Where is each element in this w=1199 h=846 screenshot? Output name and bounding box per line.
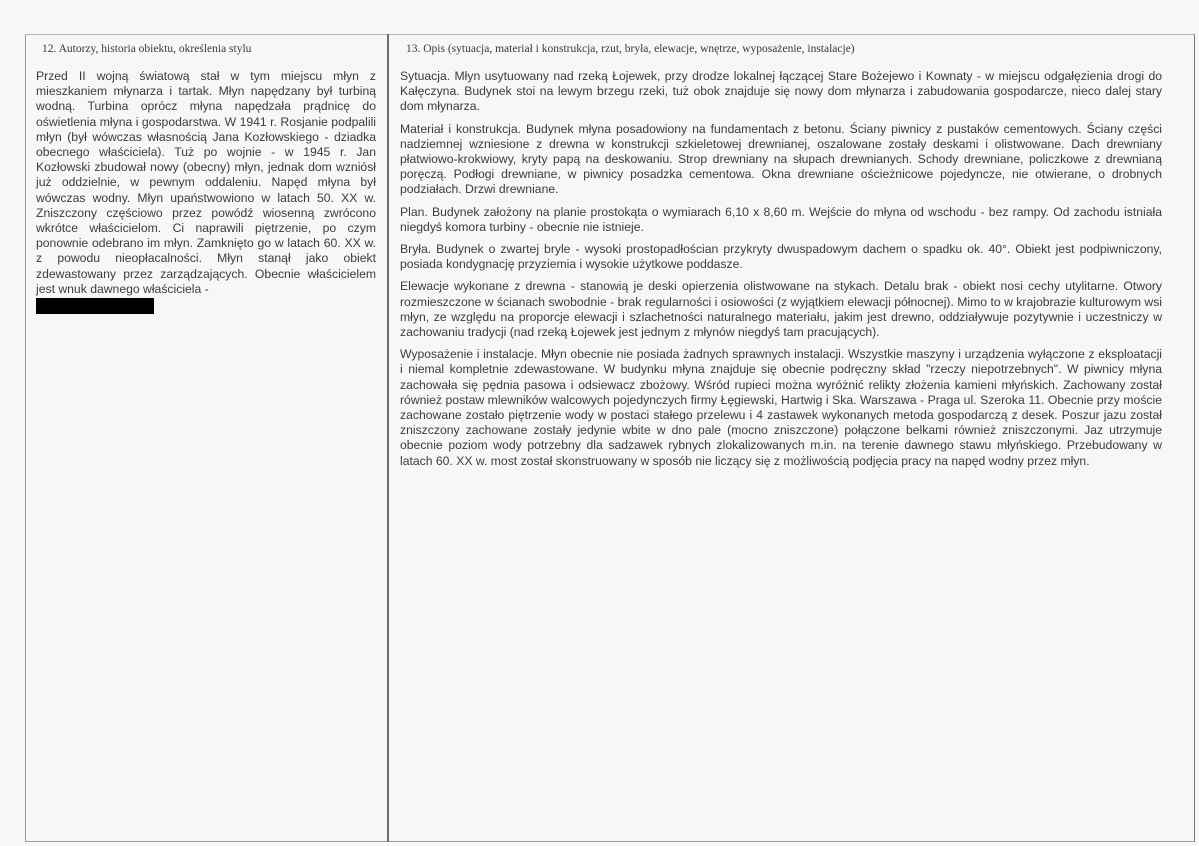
paragraph-equipment: Wyposażenie i instalacje. Młyn obecnie nie posiada żadnych sprawnych instalacji. Wszystkie maszyny i urządzenia wyłączone z eksploatacji i niemal kompletnie zdewastowane. W budynku młyna znajduje się obecnie podręczny skład "rzeczy niepotrzebnych". W piwnicy młyna zachowała się pędnia pasowa i odsiewacz zbożowy. Wśród rupieci można wyróżnić relikty złożenia kamieni młyńskich. Zachowany został również postaw mlewników walcowych pojedynczych firmy Łęgiewski, Hartwig i Ska. Warszawa - Praga ul. Szeroka 11. Obecnie przy moście zachowane zostało piętrzenie wody w postaci stałego przelewu i 4 zastawek wykonanych metoda gospodarczą z desek. Poszur jazu został zniszczony zachowane zostały jedynie wbite w dno pale (mocno zniszczone) połączone belkami również zniszczonymi. Jaz utrzymuje obecnie poziom wody potrzebny dla sadzawek rybnych zlokalizowanych m.in. na terenie dawnego stawu młyńskiego. Przebudowany w latach 60. XX w. most został skonstruowany w sposób nie liczący się z możliwością podjęcia pracy na napęd wodny przez młyn. <box>400 347 1162 468</box>
paragraph-plan: Plan. Budynek założony na planie prostokąta o wymiarach 6,10 x 8,60 m. Wejście do młyna od wschodu - bez rampy. Od zachodu istniała niegdyś komora turbiny - obecnie nie istnieje. <box>400 204 1162 234</box>
column-divider <box>387 34 389 842</box>
paragraph-situation: Sytuacja. Młyn usytuowany nad rzeką Łojewek, przy drodze lokalnej łączącej Stare Bożejewo i Kownaty - w miejscu odgałęzienia drogi do Kałęczyna. Budynek stoi na lewym brzegu rzeki, tuż obok znajduje się nowy dom młynarza i zabudowania gospodarcze, nieco dalej stary dom młynarza. <box>400 69 1162 114</box>
paragraph-elevations: Elewacje wykonane z drewna - stanowią je deski opierzenia olistwowane na stykach. Detalu brak - obiekt nosi cechy utylitarne. Otwory rozmieszczone w ścianach swobodnie - brak regularności i osiowości (z wyjątkiem elewacji północnej). Mimo to w krajobrazie kulturowym wsi młyn, ze względu na proporcje elewacji i szlachetności naturalnego materiału, jakim jest drewno, oddziaływuje pozytywnie i uczestniczy w zachowaniu tradycji (nad rzeką Łojewek jest jednym z młynów niegdyś tam pracujących). <box>400 279 1162 340</box>
paragraph-material: Materiał i konstrukcja. Budynek młyna posadowiony na fundamentach z betonu. Ściany piwnicy z pustaków cementowych. Ściany części nadziemnej wzniesione z drewna w konstrukcji szkieletowej drewnianej, oszalowane zostały deskami i olistwowane. Dach drewniany płatwiowo-krokwiowy, kryty papą na deskowaniu. Strop drewniany na słupach drewnianych. Schody drewniane, policzkowe z drewnianą poręczą. Podłogi drewniane, w piwnicy posadzka cementowa. Okna drewniane ościeżnicowe pojedyncze, nie otwierane, o drobnych podziałach. Drzwi drewniane. <box>400 121 1162 197</box>
paragraph-form: Bryła. Budynek o zwartej bryle - wysoki prostopadłościan przykryty dwuspadowym dachem o spadku ok. 40°. Obiekt jest podpiwniczony, posiada kondygnację przyziemia i wysokie użytkowe poddasze. <box>400 242 1162 272</box>
section-13 <box>400 42 1162 476</box>
redaction-bar <box>36 298 154 314</box>
section-13-heading: 13. Opis (sytuacja, materiał i konstrukcja, rzut, bryła, elewacje, wnętrze, wyposażenie, instalacje) <box>406 43 855 55</box>
section-12 <box>36 42 376 319</box>
section-12-heading: 12. Autorzy, historia obiektu, określenia stylu <box>42 43 252 55</box>
section-12-body: Przed II wojną światową stał w tym miejscu młyn z mieszkaniem młynarza i tartak. Młyn napędzany był turbiną wodną. Turbina oprócz młyna napędzała prądnicę do oświetlenia młyna i gospodarstwa. W 1941 r. Rosjanie podpalili młyn (był wówczas własnością Jana Kozłowskiego - dziadka obecnego właściciela). Tuż po wojnie - w 1945 r. Jan Kozłowski zbudował nowy (obecny) młyn, jednak dom wzniósł już oddzielnie, w pewnym oddaleniu. Napęd młyna był wówczas wodny. Młyn upaństwowiono w latach 50. XX w. Zniszczony częściowo przez powódź wiosenną zwrócono wkrótce właścicielom. Ci naprawili piętrzenie, po czym ponownie odebrano im młyn. Zamknięto go w latach 60. XX w. z powodu nieopłacalności. Młyn stanął jako obiekt zdewastowany przez zarządzających. Obecnie właścicielem jest wnuk dawnego właściciela - <box>36 69 376 296</box>
